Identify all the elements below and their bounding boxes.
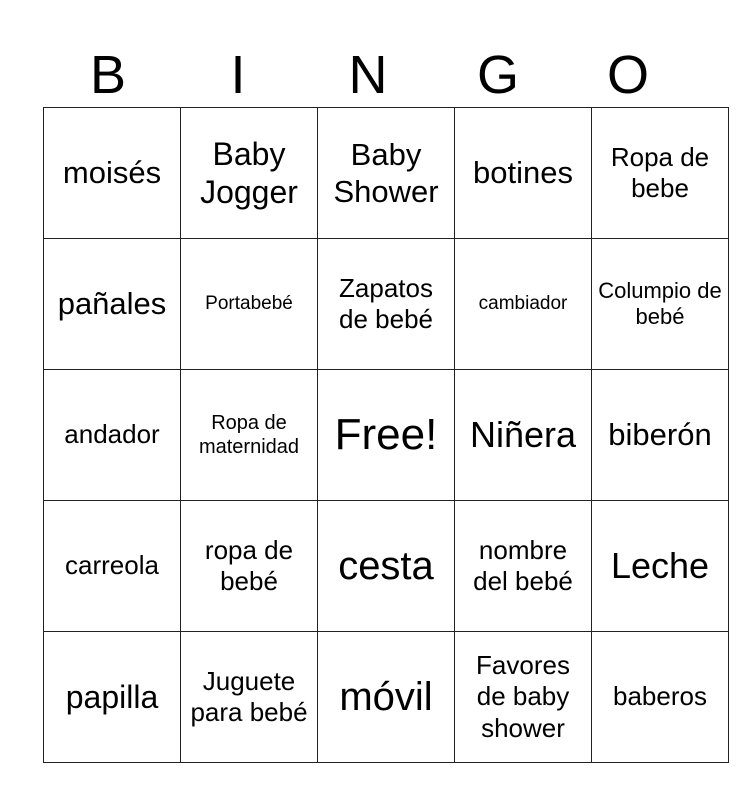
bingo-cell[interactable]: Zapatos de bebé	[318, 239, 455, 370]
bingo-cell[interactable]: moisés	[44, 108, 181, 239]
bingo-row	[44, 239, 729, 370]
bingo-cell[interactable]: Ropa de maternidad	[181, 370, 318, 501]
bingo-cell[interactable]: nombre del bebé	[455, 501, 592, 632]
bingo-cell[interactable]: Portabebé	[181, 239, 318, 370]
bingo-cell[interactable]: papilla	[44, 632, 181, 763]
bingo-cell[interactable]: ropa de bebé	[181, 501, 318, 632]
bingo-cell[interactable]: móvil	[318, 632, 455, 763]
bingo-cell[interactable]: pañales	[44, 239, 181, 370]
bingo-cell[interactable]: Ropa de bebe	[592, 108, 729, 239]
bingo-header	[43, 40, 693, 110]
header-letter-i: I	[230, 45, 246, 105]
header-letter-g: G	[476, 45, 519, 105]
bingo-row	[44, 370, 729, 501]
bingo-row	[44, 108, 729, 239]
bingo-cell[interactable]: carreola	[44, 501, 181, 632]
bingo-cell[interactable]: Niñera	[455, 370, 592, 501]
bingo-cell[interactable]: botines	[455, 108, 592, 239]
header-letter-n: N	[348, 45, 388, 105]
bingo-cell[interactable]: Baby Jogger	[181, 108, 318, 239]
bingo-cell[interactable]: andador	[44, 370, 181, 501]
header-letter-o: O	[606, 45, 649, 105]
bingo-cell[interactable]: biberón	[592, 370, 729, 501]
bingo-cell[interactable]: cambiador	[455, 239, 592, 370]
bingo-cell[interactable]: Columpio de bebé	[592, 239, 729, 370]
bingo-card	[43, 107, 729, 763]
bingo-cell[interactable]: baberos	[592, 632, 729, 763]
bingo-cell[interactable]: Favores de baby shower	[455, 632, 592, 763]
bingo-cell[interactable]: Juguete para bebé	[181, 632, 318, 763]
bingo-cell[interactable]: Baby Shower	[318, 108, 455, 239]
header-letter-b: B	[89, 45, 127, 105]
bingo-cell[interactable]: cesta	[318, 501, 455, 632]
bingo-cell[interactable]: Leche	[592, 501, 729, 632]
bingo-row	[44, 632, 729, 763]
free-space-cell[interactable]: Free!	[318, 370, 455, 501]
bingo-row	[44, 501, 729, 632]
